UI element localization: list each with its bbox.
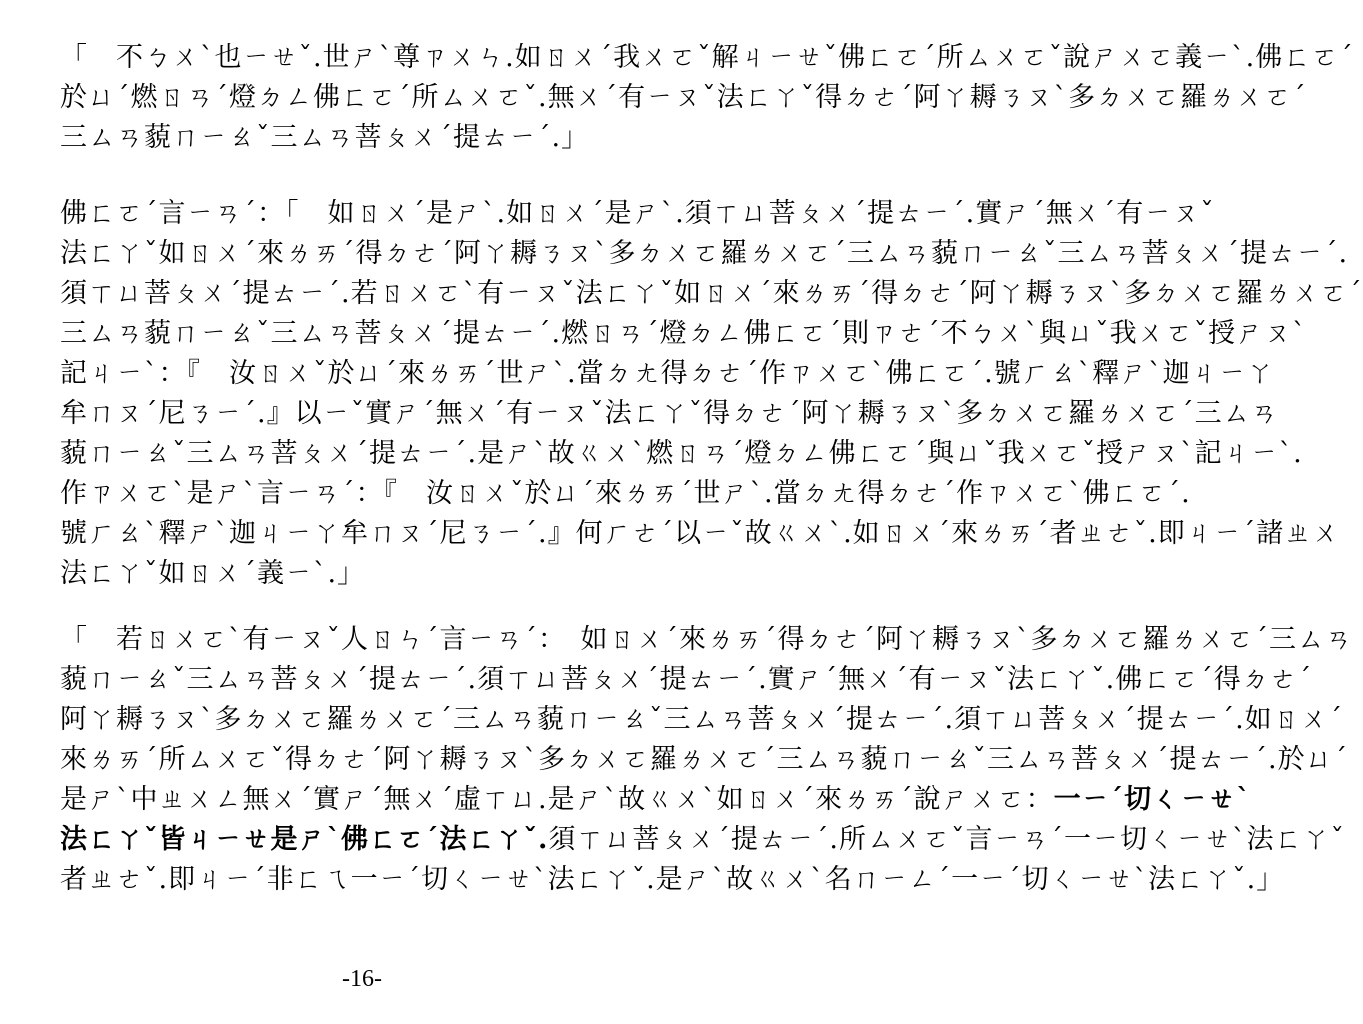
text-line: 「 不ㄅㄨˋ也ㄧㄝˇ.世ㄕˋ尊ㄗㄨㄣ.如ㄖㄨˊ我ㄨㄛˇ解ㄐㄧㄝˇ佛ㄈㄛˊ所ㄙㄨㄛˇ說ㄕㄨㄛ義ㄧˋ.佛ㄈㄛˊ: [60, 42, 1354, 73]
text-line: 佛ㄈㄛˊ言ㄧㄢˊ：「 如ㄖㄨˊ是ㄕˋ.如ㄖㄨˊ是ㄕˋ.須ㄒㄩ菩ㄆㄨˊ提ㄊㄧˊ.實ㄕˊ無ㄨˊ有ㄧㄡˇ: [60, 198, 1215, 229]
line-rest: 須ㄒㄩ菩ㄆㄨˊ提ㄊㄧˊ.所ㄙㄨㄛˇ言ㄧㄢˊ一ㄧ切ㄑㄧㄝˋ法ㄈㄚˇ: [548, 824, 1345, 855]
text-line: [60, 780, 1251, 820]
paragraph-1: [60, 38, 1354, 158]
bold-phrase: 一ㄧˊ切ㄑㄧㄝˋ: [1053, 784, 1251, 815]
paragraph-2: [60, 194, 1363, 594]
text-line: 牟ㄇㄡˊ尼ㄋㄧˊ.』以ㄧˇ實ㄕˊ無ㄨˊ有ㄧㄡˇ法ㄈㄚˇ得ㄉㄜˊ阿ㄚ耨ㄋㄡˋ多ㄉㄨㄛ羅ㄌㄨㄛˊ三ㄙㄢ: [60, 398, 1279, 429]
text-line: 法ㄈㄚˇ如ㄖㄨˊ來ㄌㄞˊ得ㄉㄜˊ阿ㄚ耨ㄋㄡˋ多ㄉㄨㄛ羅ㄌㄨㄛˊ三ㄙㄢ藐ㄇㄧㄠˇ三ㄙㄢ菩ㄆㄨˊ提ㄊㄧˊ.: [60, 238, 1349, 269]
text-line: 三ㄙㄢ藐ㄇㄧㄠˇ三ㄙㄢ菩ㄆㄨˊ提ㄊㄧˊ.燃ㄖㄢˊ燈ㄉㄥ佛ㄈㄛˊ則ㄗㄜˊ不ㄅㄨˋ與ㄩˇ我ㄨㄛˇ授ㄕㄡˋ: [60, 318, 1307, 349]
text-line: 須ㄒㄩ菩ㄆㄨˊ提ㄊㄧˊ.若ㄖㄨㄛˋ有ㄧㄡˇ法ㄈㄚˇ如ㄖㄨˊ來ㄌㄞˊ得ㄉㄜˊ阿ㄚ耨ㄋㄡˋ多ㄉㄨㄛ羅ㄌㄨㄛˊ: [60, 278, 1363, 309]
text-line: 阿ㄚ耨ㄋㄡˋ多ㄉㄨㄛ羅ㄌㄨㄛˊ三ㄙㄢ藐ㄇㄧㄠˇ三ㄙㄢ菩ㄆㄨˊ提ㄊㄧˊ.須ㄒㄩ菩ㄆㄨˊ提ㄊㄧˊ.如ㄖㄨˊ: [60, 704, 1344, 735]
text-line: 藐ㄇㄧㄠˇ三ㄙㄢ菩ㄆㄨˊ提ㄊㄧˊ.須ㄒㄩ菩ㄆㄨˊ提ㄊㄧˊ.實ㄕˊ無ㄨˊ有ㄧㄡˇ法ㄈㄚˇ.佛ㄈㄛˊ得ㄉㄜˊ: [60, 664, 1313, 695]
text-line: 法ㄈㄚˇ如ㄖㄨˊ義ㄧˋ.」: [60, 558, 366, 589]
text-line: 者ㄓㄜˇ.即ㄐㄧˊ非ㄈㄟ一ㄧˊ切ㄑㄧㄝˋ法ㄈㄚˇ.是ㄕˋ故ㄍㄨˋ名ㄇㄧㄥˊ一ㄧˊ切ㄑㄧㄝˋ法ㄈㄚˇ.」: [60, 864, 1285, 895]
text-line: [60, 820, 1345, 860]
text-line: 作ㄗㄨㄛˋ是ㄕˋ言ㄧㄢˊ：『 汝ㄖㄨˇ於ㄩˊ來ㄌㄞˊ世ㄕˋ.當ㄉㄤ得ㄉㄜˊ作ㄗㄨㄛˋ佛ㄈㄛˊ.: [60, 478, 1191, 509]
text-line: 於ㄩˊ燃ㄖㄢˊ燈ㄉㄥ佛ㄈㄛˊ所ㄙㄨㄛˇ.無ㄨˊ有ㄧㄡˇ法ㄈㄚˇ得ㄉㄜˊ阿ㄚ耨ㄋㄡˋ多ㄉㄨㄛ羅ㄌㄨㄛˊ: [60, 82, 1307, 113]
page-number: -16-: [342, 966, 382, 992]
text-line: 記ㄐㄧˋ：『 汝ㄖㄨˇ於ㄩˊ來ㄌㄞˊ世ㄕˋ.當ㄉㄤ得ㄉㄜˊ作ㄗㄨㄛˋ佛ㄈㄛˊ.號ㄏㄠˋ釋ㄕˋ迦ㄐㄧㄚ: [60, 358, 1275, 389]
text-line: 號ㄏㄠˋ釋ㄕˋ迦ㄐㄧㄚ牟ㄇㄡˊ尼ㄋㄧˊ.』何ㄏㄜˊ以ㄧˇ故ㄍㄨˋ.如ㄖㄨˊ來ㄌㄞˊ者ㄓㄜˇ.即ㄐㄧˊ諸ㄓㄨ: [60, 518, 1341, 549]
text-line: 三ㄙㄢ藐ㄇㄧㄠˇ三ㄙㄢ菩ㄆㄨˊ提ㄊㄧˊ.」: [60, 122, 590, 153]
text-line: 「 若ㄖㄨㄛˋ有ㄧㄡˇ人ㄖㄣˊ言ㄧㄢˊ： 如ㄖㄨˊ來ㄌㄞˊ得ㄉㄜˊ阿ㄚ耨ㄋㄡˋ多ㄉㄨㄛ羅ㄌㄨㄛˊ三ㄙㄢ: [60, 624, 1353, 655]
text-line: 來ㄌㄞˊ所ㄙㄨㄛˇ得ㄉㄜˊ阿ㄚ耨ㄋㄡˋ多ㄉㄨㄛ羅ㄌㄨㄛˊ三ㄙㄢ藐ㄇㄧㄠˇ三ㄙㄢ菩ㄆㄨˊ提ㄊㄧˊ.於ㄩˊ: [60, 744, 1349, 775]
paragraph-3: [60, 620, 1353, 900]
line-start: 是ㄕˋ中ㄓㄨㄥ無ㄨˊ實ㄕˊ無ㄨˊ虛ㄒㄩ.是ㄕˋ故ㄍㄨˋ如ㄖㄨˊ來ㄌㄞˊ說ㄕㄨㄛ：: [60, 784, 1054, 815]
bold-phrase-continued: 法ㄈㄚˇ皆ㄐㄧㄝ是ㄕˋ佛ㄈㄛˊ法ㄈㄚˇ.: [60, 824, 549, 855]
text-line: 藐ㄇㄧㄠˇ三ㄙㄢ菩ㄆㄨˊ提ㄊㄧˊ.是ㄕˋ故ㄍㄨˋ燃ㄖㄢˊ燈ㄉㄥ佛ㄈㄛˊ與ㄩˇ我ㄨㄛˇ授ㄕㄡˋ記ㄐㄧˋ.: [60, 438, 1303, 469]
